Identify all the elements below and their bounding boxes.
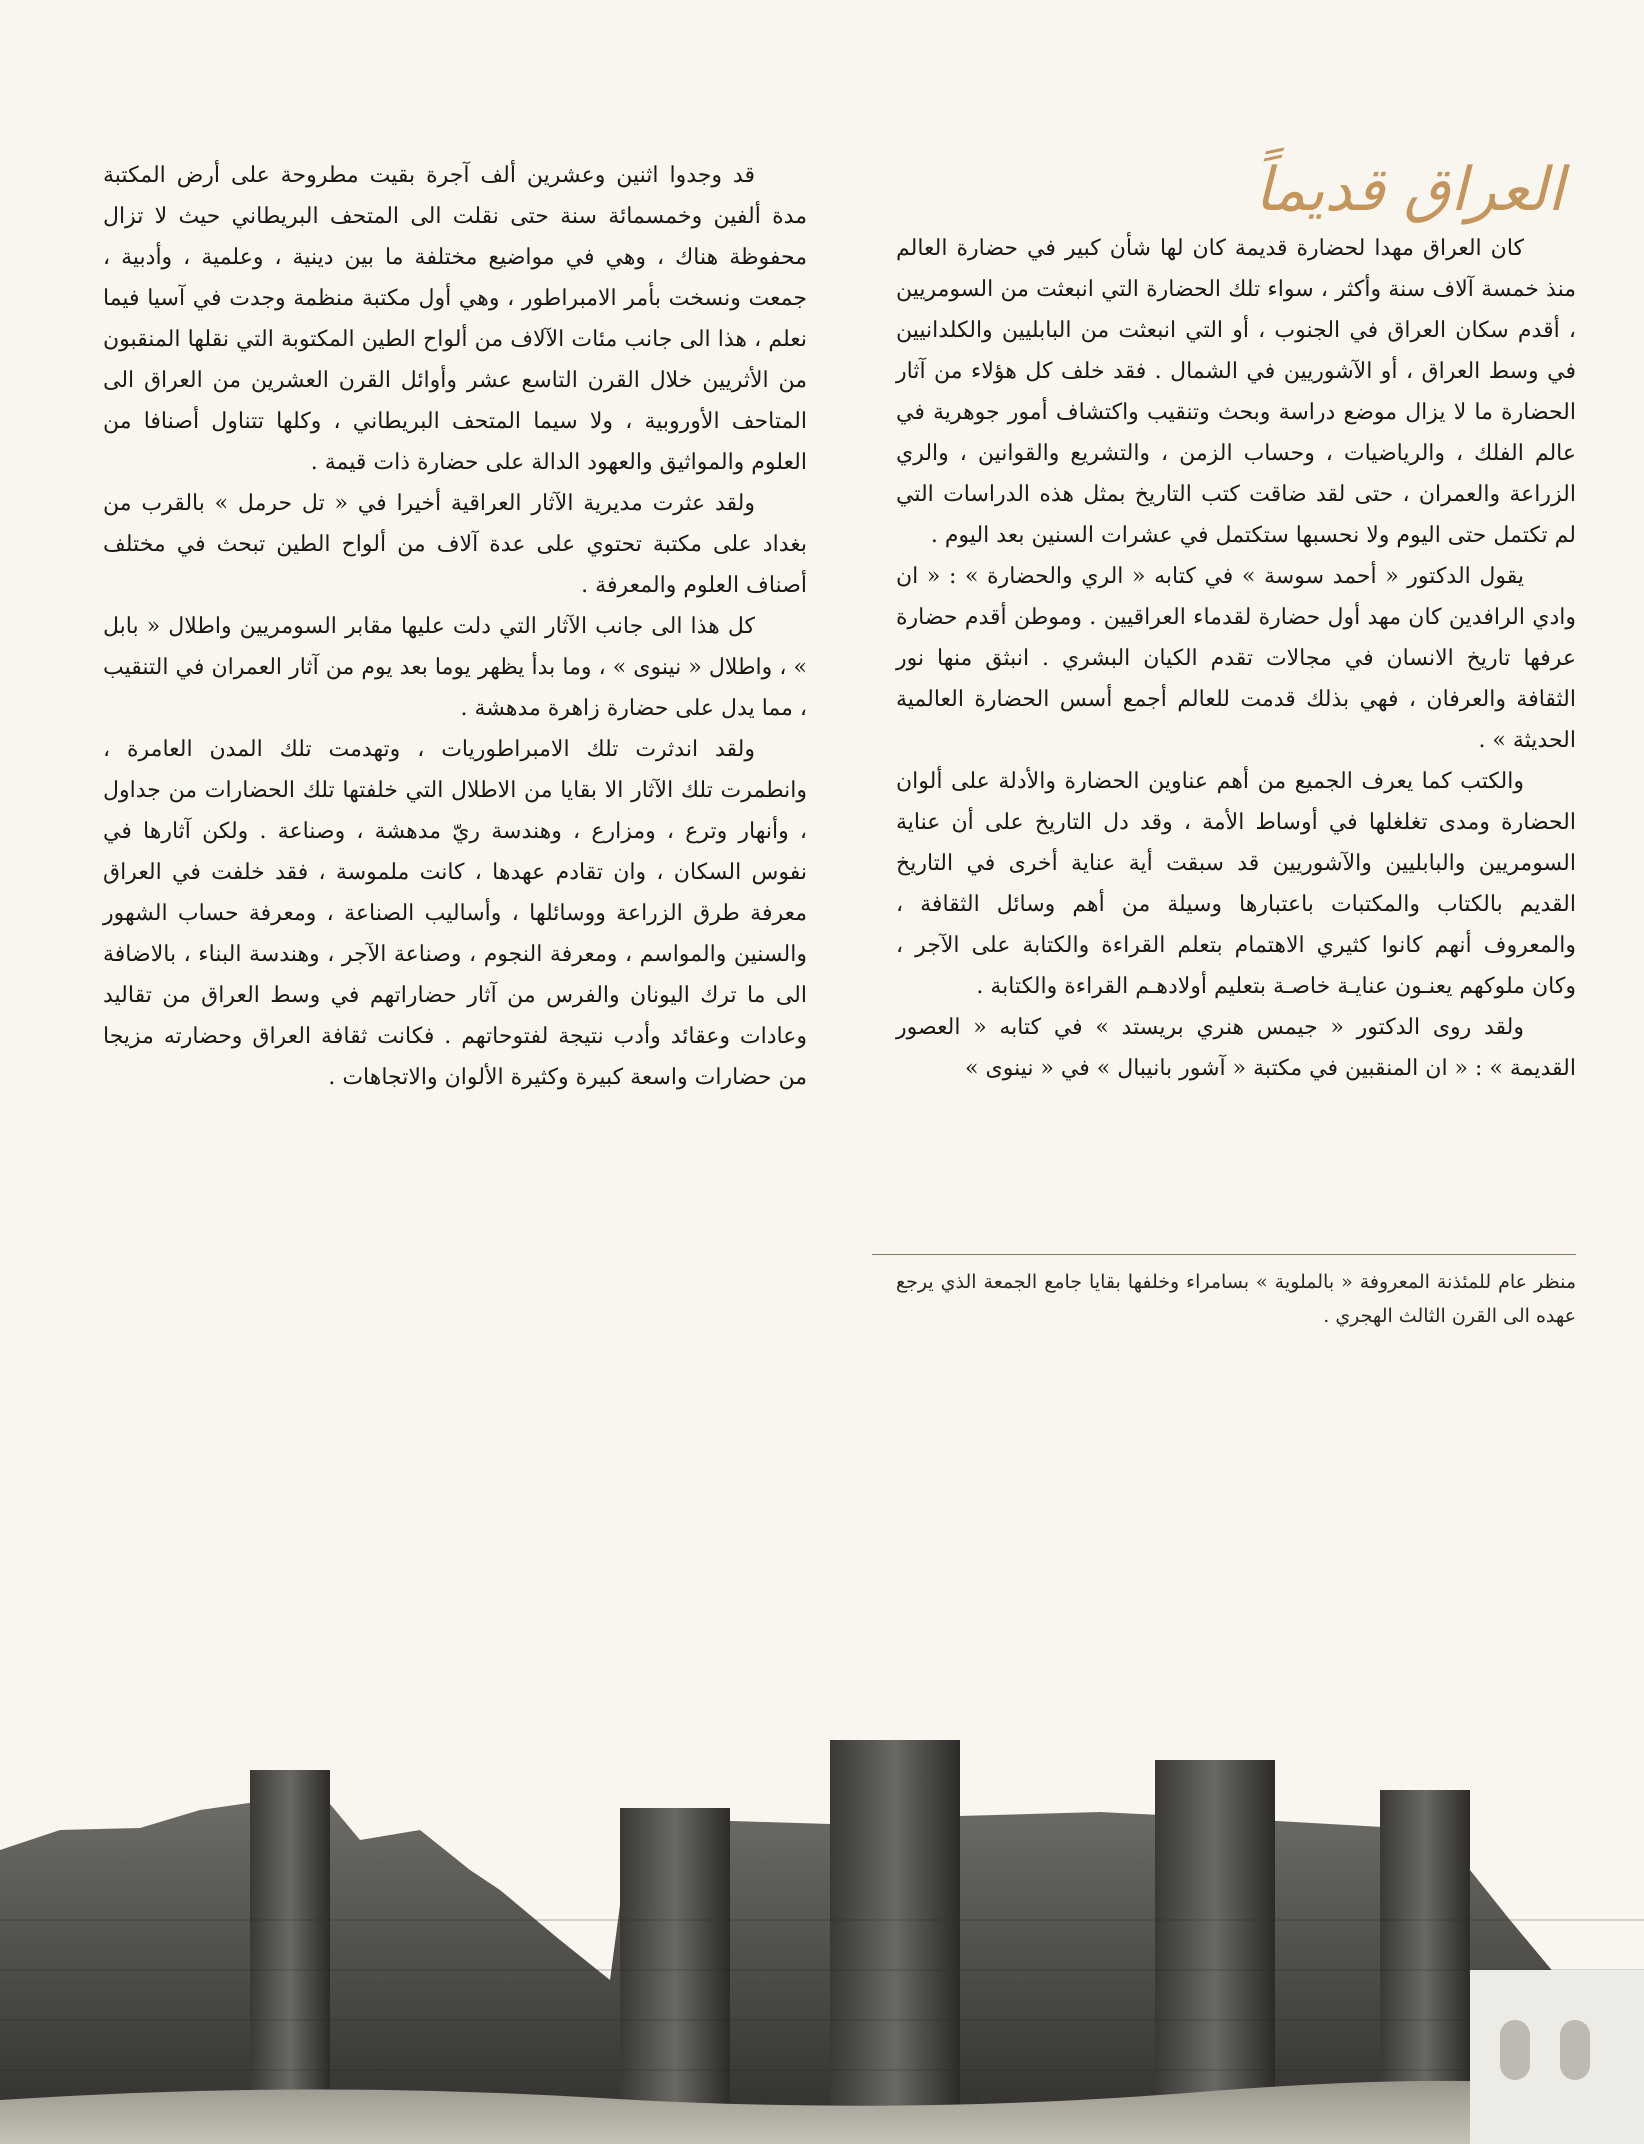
page-title: العراق قديماً xyxy=(1254,155,1564,225)
paragraph: قد وجدوا اثنين وعشرين ألف آجرة بقيت مطروحة على أرض المكتبة مدة ألفين وخمسمائة سنة حتى نقلت الى المتحف البريطاني حيث لا تزال محفوظة هناك ، وهي في مواضيع مختلفة ما بين دينية ، وعلمية ، وأدبية ، جمعت ونسخت بأمر الامبراطور ، وهي أول مكتبة منظمة وجدت في آسيا فيما نعلم ، هذا الى جانب مئات الآلاف من ألواح الطين المكتوبة التي نقلها المنقبون من الأثريين خلال القرن التاسع عشر وأوائل القرن العشرين من العراق الى المتاحف الأوروبية ، ولا سيما المتحف البريطاني ، وكلها تتناول أصنافا من العلوم والمواثيق والعهود الدالة على حضارة ذات قيمة . xyxy=(103,163,807,475)
ruins-photo xyxy=(0,1720,1644,2144)
left-text-column xyxy=(103,155,807,1098)
paragraph: والكتب كما يعرف الجميع من أهم عناوين الحضارة والأدلة على ألوان الحضارة ومدى تغلغلها في أوساط الأمة ، وقد دل التاريخ على أن عناية السومريين والبابليين والآشوريين قد سبقت أية عناية أخرى في التاريخ القديم بالكتاب والمكتبات باعتبارها وسيلة من أهم وسائل الثقافة ، والمعروف أنهم كانوا كثيري الاهتمام بتعلم القراءة والكتابة على الآجر ، وكان ملوكهم يعنـون عنايـة خاصـة بتعليم أولادهـم القراءة والكتابة . xyxy=(896,769,1576,999)
right-text-column xyxy=(896,228,1576,1089)
photo-caption: منظر عام للمئذنة المعروفة « بالملوية » بسامراء وخلفها بقايا جامع الجمعة الذي يرجع عهده الى القرن الثالث الهجري . xyxy=(896,1271,1576,1327)
paragraph: كان العراق مهدا لحضارة قديمة كان لها شأن كبير في حضارة العالم منذ خمسة آلاف سنة وأكثر ، سواء تلك الحضارة التي انبعثت من السومريين ، أقدم سكان العراق في الجنوب ، أو التي انبعثت من البابليين والكلدانيين في وسط العراق ، أو الآشوريين في الشمال . فقد خلف كل هؤلاء من آثار الحضارة ما لا يزال موضع دراسة وبحث وتنقيب واكتشاف أمور جوهرية في عالم الفلك ، والرياضيات ، وحساب الزمن ، والتشريع والقوانين ، والري الزراعة والعمران ، حتى لقد ضاقت كتب التاريخ بمثل هذه الدراسات التي لم تكتمل حتى اليوم ولا نحسبها ستكتمل في عشرات السنين بعد اليوم . xyxy=(896,236,1576,548)
paragraph: ولقد اندثرت تلك الامبراطوريات ، وتهدمت تلك المدن العامرة ، وانطمرت تلك الآثار الا بقايا من الاطلال التي خلفتها تلك الحضارات من جداول ، وأنهار وترع ، ومزارع ، وهندسة ريّ مدهشة ، وصناعة . ولكن آثارها في نفوس السكان ، وان تقادم عهدها ، كانت ملموسة ، فقد خلفت في العراق معرفة طرق الزراعة ووسائلها ، وأساليب الصناعة ، ومعرفة حساب الشهور والسنين والمواسم ، ومعرفة النجوم ، وصناعة الآجر ، وهندسة البناء ، بالاضافة الى ما ترك اليونان والفرس من آثار حضاراتهم في وسط العراق من تقاليد وعادات وعقائد وأدب نتيجة لفتوحاتهم . فكانت ثقافة العراق وحضارته مزيجا من حضارات واسعة كبيرة وكثيرة الألوان والاتجاهات . xyxy=(103,737,807,1090)
paragraph: ولقد عثرت مديرية الآثار العراقية أخيرا في « تل حرمل » بالقرب من بغداد على مكتبة تحتوي على عدة آلاف من ألواح الطين تبحث في مختلف أصناف العلوم والمعرفة . xyxy=(103,491,807,598)
caption-divider xyxy=(872,1254,1576,1255)
paragraph: ولقد روى الدكتور « جيمس هنري بريستد » في كتابه « العصور القديمة » : « ان المنقبين في مكتبة « آشور بانيبال » في « نينوى » xyxy=(896,1015,1576,1081)
paragraph: كل هذا الى جانب الآثار التي دلت عليها مقابر السومريين واطلال « بابل » ، واطلال « نينوى » ، وما بدأ يظهر يوما بعد يوم من آثار العمران في التنقيب ، مما يدل على حضارة زاهرة مدهشة . xyxy=(103,614,807,721)
paragraph: يقول الدكتور « أحمد سوسة » في كتابه « الري والحضارة » : « ان وادي الرافدين كان مهد أول حضارة لقدماء العراقيين . وموطن أقدم حضارة عرفها تاريخ الانسان في مجالات تقدم الكيان البشري . انبثق منها نور الثقافة والعرفان ، فهي بذلك قدمت للعالم أجمع أسس الحضارة العالمية الحديثة » . xyxy=(896,564,1576,753)
